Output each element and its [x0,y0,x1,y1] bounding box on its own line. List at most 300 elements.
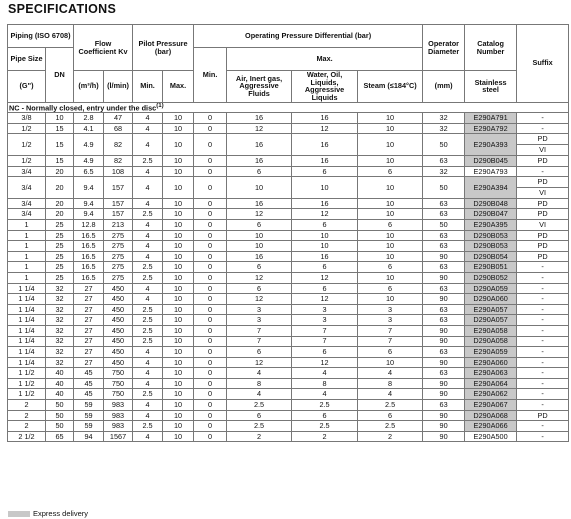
legend-label: Express delivery [33,509,89,518]
cell-air: 12 [227,272,292,283]
cell-dn: 40 [46,378,74,389]
table-row [8,431,569,442]
cell-steam: 7 [358,336,423,347]
cell-kv: 4.9 [74,156,104,167]
cell-dn: 50 [46,421,74,432]
cell-op: 63 [423,198,465,209]
cell-steam: 10 [358,113,423,124]
cell-size: 1 [8,272,46,283]
section-row [8,102,569,113]
cell-dn: 32 [46,325,74,336]
cell-cat: E290A393 [465,134,517,156]
cell-dn: 15 [46,134,74,156]
op-min-header: Min. [194,48,227,103]
table-row [8,421,569,432]
cell-pmin: 2.5 [133,315,163,326]
cell-cat: D290B054 [465,251,517,262]
cell-size: 1 1/2 [8,389,46,400]
cell-pmax: 10 [163,219,194,230]
cell-size: 1 1/4 [8,357,46,368]
cell-lmin: 68 [104,123,133,134]
cell-opmin: 0 [194,336,227,347]
cell-size: 1 1/2 [8,368,46,379]
cell-dn: 32 [46,315,74,326]
cell-kv: 27 [74,315,104,326]
cell-suffix: - [517,431,569,442]
cell-pmax: 10 [163,368,194,379]
table-row [8,198,569,209]
cell-water: 8 [292,378,358,389]
cell-steam: 7 [358,325,423,336]
cell-kv: 9.4 [74,198,104,209]
piping-header: Piping (ISO 6708) [8,25,74,48]
cell-steam: 10 [358,198,423,209]
cell-opmin: 0 [194,315,227,326]
cell-suffix: PD [517,198,569,209]
cell-opmin: 0 [194,209,227,220]
cell-steam: 6 [358,410,423,421]
flow-header: Flow Coefficient Kv [74,25,133,71]
cell-water: 16 [292,198,358,209]
cell-kv: 94 [74,431,104,442]
cell-cat: E290A500 [465,431,517,442]
cell-pmax: 10 [163,357,194,368]
cell-kv: 6.5 [74,166,104,177]
cell-op: 90 [423,389,465,400]
cell-pmax: 10 [163,177,194,199]
cell-air: 3 [227,315,292,326]
cell-op: 63 [423,209,465,220]
cell-lmin: 750 [104,368,133,379]
cell-air: 12 [227,123,292,134]
table-row [8,113,569,124]
cell-size: 1/2 [8,123,46,134]
cell-air: 7 [227,336,292,347]
cell-suffix: - [517,315,569,326]
cell-pmax: 10 [163,209,194,220]
cell-op: 63 [423,347,465,358]
cell-kv: 45 [74,389,104,400]
steam-header: Steam (≤184°C) [358,71,423,103]
cell-dn: 25 [46,262,74,273]
cell-lmin: 450 [104,294,133,305]
cell-kv: 45 [74,368,104,379]
cell-opmin: 0 [194,304,227,315]
cell-dn: 25 [46,272,74,283]
cell-cat: D290A068 [465,410,517,421]
cell-opmin: 0 [194,410,227,421]
op-max-header: Max. [227,48,423,71]
cell-opmin: 0 [194,230,227,241]
cell-lmin: 750 [104,389,133,400]
cell-pmax: 10 [163,325,194,336]
table-row [8,368,569,379]
cell-pmin: 4 [133,166,163,177]
cell-opmin: 0 [194,134,227,156]
cell-water: 12 [292,209,358,220]
cell-pmin: 4 [133,400,163,411]
cell-size: 2 1/2 [8,431,46,442]
cell-cat: E290A067 [465,400,517,411]
cell-size: 1 1/4 [8,347,46,358]
cell-pmin: 2.5 [133,421,163,432]
cell-op: 50 [423,219,465,230]
cell-cat: D290B053 [465,241,517,252]
cell-water: 2.5 [292,400,358,411]
cell-kv: 16.5 [74,262,104,273]
cell-pmax: 10 [163,262,194,273]
cell-pmax: 10 [163,241,194,252]
cell-op: 63 [423,156,465,167]
water-header: Water, Oil, Liquids, Aggressive Liquids [292,71,358,103]
cell-water: 10 [292,241,358,252]
cell-steam: 10 [358,230,423,241]
cell-opmin: 0 [194,378,227,389]
cell-size: 1 [8,251,46,262]
cell-lmin: 450 [104,347,133,358]
cell-size: 1 1/4 [8,283,46,294]
cell-air: 16 [227,251,292,262]
cell-op: 63 [423,262,465,273]
cell-opmin: 0 [194,283,227,294]
cell-op: 63 [423,230,465,241]
cell-suffix: - [517,304,569,315]
cell-pmax: 10 [163,304,194,315]
cell-size: 3/4 [8,166,46,177]
cell-pmin: 2.5 [133,336,163,347]
cell-cat: E290A063 [465,368,517,379]
cell-kv: 27 [74,325,104,336]
cell-pmax: 10 [163,283,194,294]
cell-op: 50 [423,134,465,156]
cell-kv: 59 [74,400,104,411]
cell-kv: 12.8 [74,219,104,230]
cell-water: 12 [292,272,358,283]
cell-op: 63 [423,400,465,411]
cell-steam: 6 [358,219,423,230]
cell-size: 1 1/2 [8,378,46,389]
cell-pmax: 10 [163,156,194,167]
cell-size: 1 [8,219,46,230]
cell-air: 12 [227,294,292,305]
cell-pmin: 4 [133,134,163,156]
cell-lmin: 450 [104,325,133,336]
cell-lmin: 983 [104,400,133,411]
cell-steam: 6 [358,347,423,358]
cell-steam: 6 [358,166,423,177]
express-delivery-swatch [8,511,30,517]
table-row [8,304,569,315]
cell-suffix: - [517,283,569,294]
cell-pmax: 10 [163,336,194,347]
operator-unit-header: (mm) [423,71,465,103]
table-row [8,357,569,368]
cell-kv: 27 [74,304,104,315]
cell-pmin: 4 [133,177,163,199]
catalog-header: Catalog Number [465,25,517,71]
cell-pmin: 4 [133,113,163,124]
table-row [8,219,569,230]
table-row [8,251,569,262]
cell-pmin: 4 [133,431,163,442]
cell-water: 12 [292,123,358,134]
cell-dn: 20 [46,177,74,199]
cell-pmax: 10 [163,230,194,241]
cell-water: 10 [292,230,358,241]
cell-opmin: 0 [194,156,227,167]
cell-pmax: 10 [163,315,194,326]
cell-air: 8 [227,378,292,389]
cell-op: 90 [423,272,465,283]
cell-size: 2 [8,400,46,411]
cell-suffix: - [517,294,569,305]
cell-op: 63 [423,304,465,315]
cell-suffix [517,134,569,156]
cell-pmax: 10 [163,389,194,400]
cell-lmin: 47 [104,113,133,124]
cell-kv: 16.5 [74,272,104,283]
cell-pmax: 10 [163,378,194,389]
cell-lmin: 450 [104,283,133,294]
cell-dn: 20 [46,166,74,177]
suffix-value: VI [517,144,568,155]
cell-air: 16 [227,156,292,167]
cell-water: 3 [292,315,358,326]
cell-opmin: 0 [194,262,227,273]
cell-pmin: 2.5 [133,156,163,167]
cell-op: 63 [423,315,465,326]
cell-suffix: - [517,325,569,336]
cell-dn: 15 [46,156,74,167]
suffix-header: Suffix [517,25,569,103]
cell-kv: 16.5 [74,230,104,241]
air-header: Air, Inert gas, Aggressive Fluids [227,71,292,103]
cell-kv: 4.1 [74,123,104,134]
cell-pmin: 2.5 [133,209,163,220]
cell-pmax: 10 [163,123,194,134]
cell-dn: 32 [46,304,74,315]
cell-dn: 32 [46,294,74,305]
cell-steam: 10 [358,134,423,156]
cell-air: 2 [227,431,292,442]
table-row [8,378,569,389]
cell-cat: E290A057 [465,304,517,315]
cell-suffix: - [517,123,569,134]
cell-air: 4 [227,389,292,400]
cell-pmax: 10 [163,272,194,283]
cell-suffix: - [517,262,569,273]
cell-size: 1 1/4 [8,304,46,315]
cell-air: 6 [227,219,292,230]
cell-op: 63 [423,283,465,294]
cell-pmax: 10 [163,198,194,209]
pipe-size-header: Pipe Size [8,48,46,71]
cell-lmin: 82 [104,134,133,156]
cell-steam: 10 [358,251,423,262]
cell-cat: E290A066 [465,421,517,432]
cell-water: 6 [292,283,358,294]
cell-opmin: 0 [194,241,227,252]
cell-water: 3 [292,304,358,315]
cell-cat: D290A057 [465,315,517,326]
cell-size: 1 1/4 [8,336,46,347]
cell-dn: 50 [46,400,74,411]
cell-size: 3/4 [8,209,46,220]
cell-pmin: 4 [133,230,163,241]
cell-pmin: 2.5 [133,325,163,336]
cell-op: 63 [423,241,465,252]
table-row [8,400,569,411]
cell-steam: 10 [358,294,423,305]
cell-pmin: 4 [133,219,163,230]
cell-dn: 25 [46,241,74,252]
cell-lmin: 450 [104,315,133,326]
table-row [8,336,569,347]
cell-opmin: 0 [194,389,227,400]
cell-suffix: - [517,336,569,347]
op-pressure-header: Operating Pressure Differential (bar) [194,25,423,48]
cell-suffix: - [517,357,569,368]
cell-dn: 20 [46,209,74,220]
cell-size: 2 [8,421,46,432]
cell-steam: 10 [358,123,423,134]
cell-lmin: 983 [104,410,133,421]
table-row [8,166,569,177]
cell-kv: 27 [74,357,104,368]
cell-opmin: 0 [194,368,227,379]
cell-air: 16 [227,113,292,124]
pilot-header: Pilot Pressure (bar) [133,25,194,71]
cell-op: 90 [423,325,465,336]
cell-water: 2.5 [292,421,358,432]
cell-lmin: 275 [104,230,133,241]
table-row [8,389,569,400]
specifications-table [7,24,569,442]
cell-pmin: 2.5 [133,389,163,400]
cell-water: 6 [292,347,358,358]
cell-water: 7 [292,325,358,336]
cell-dn: 15 [46,123,74,134]
cell-suffix: PD [517,156,569,167]
cell-air: 10 [227,241,292,252]
cell-lmin: 983 [104,421,133,432]
cell-cat: D290B048 [465,198,517,209]
cell-op: 32 [423,123,465,134]
cell-op: 90 [423,357,465,368]
cell-suffix: PD [517,209,569,220]
cell-op: 90 [423,294,465,305]
cell-pmax: 10 [163,410,194,421]
cell-pmin: 4 [133,347,163,358]
cell-lmin: 275 [104,251,133,262]
cell-air: 6 [227,262,292,273]
cell-steam: 10 [358,156,423,167]
cell-size: 1 1/4 [8,325,46,336]
cell-suffix: VI [517,219,569,230]
cell-opmin: 0 [194,113,227,124]
cell-pmin: 4 [133,378,163,389]
cell-suffix: PD [517,251,569,262]
cell-pmin: 2.5 [133,304,163,315]
cell-opmin: 0 [194,347,227,358]
cell-steam: 10 [358,177,423,199]
cell-size: 1 [8,241,46,252]
cell-cat: D290A059 [465,283,517,294]
cell-kv: 16.5 [74,241,104,252]
cell-air: 12 [227,357,292,368]
cell-suffix: - [517,272,569,283]
cell-pmax: 10 [163,294,194,305]
table-row [8,347,569,358]
cell-water: 16 [292,113,358,124]
cell-suffix: - [517,113,569,124]
cell-dn: 65 [46,431,74,442]
table-row [8,177,569,199]
cell-kv: 9.4 [74,209,104,220]
cell-op: 50 [423,177,465,199]
cell-kv: 4.9 [74,134,104,156]
cell-pmin: 4 [133,251,163,262]
cell-air: 2.5 [227,400,292,411]
cell-size: 1 1/4 [8,294,46,305]
cell-lmin: 450 [104,336,133,347]
cell-pmin: 4 [133,198,163,209]
cell-size: 3/4 [8,198,46,209]
cell-steam: 3 [358,315,423,326]
cell-dn: 32 [46,357,74,368]
cell-suffix [517,177,569,199]
cell-suffix: PD [517,410,569,421]
cell-air: 6 [227,283,292,294]
cell-steam: 6 [358,283,423,294]
cell-dn: 40 [46,368,74,379]
stainless-header: Stainless steel [465,71,517,103]
cell-kv: 16.5 [74,251,104,262]
cell-water: 10 [292,177,358,199]
cell-air: 10 [227,177,292,199]
cell-lmin: 157 [104,209,133,220]
cell-suffix: - [517,347,569,358]
cell-lmin: 1567 [104,431,133,442]
cell-pmax: 10 [163,166,194,177]
cell-opmin: 0 [194,123,227,134]
cell-size: 1 [8,230,46,241]
cell-suffix: PD [517,241,569,252]
cell-lmin: 157 [104,198,133,209]
section-label-cell [8,102,569,113]
flow-m3h-header: (m³/h) [74,71,104,103]
cell-water: 6 [292,262,358,273]
cell-steam: 10 [358,209,423,220]
cell-dn: 32 [46,336,74,347]
cell-kv: 27 [74,283,104,294]
cell-kv: 27 [74,336,104,347]
cell-kv: 9.4 [74,177,104,199]
table-row [8,272,569,283]
cell-kv: 27 [74,347,104,358]
cell-steam: 3 [358,304,423,315]
cell-dn: 32 [46,347,74,358]
cell-op: 32 [423,113,465,124]
cell-op: 90 [423,431,465,442]
cell-kv: 2.8 [74,113,104,124]
cell-opmin: 0 [194,219,227,230]
table-row [8,294,569,305]
cell-size: 1 1/4 [8,315,46,326]
cell-dn: 25 [46,230,74,241]
cell-air: 10 [227,230,292,241]
cell-dn: 10 [46,113,74,124]
